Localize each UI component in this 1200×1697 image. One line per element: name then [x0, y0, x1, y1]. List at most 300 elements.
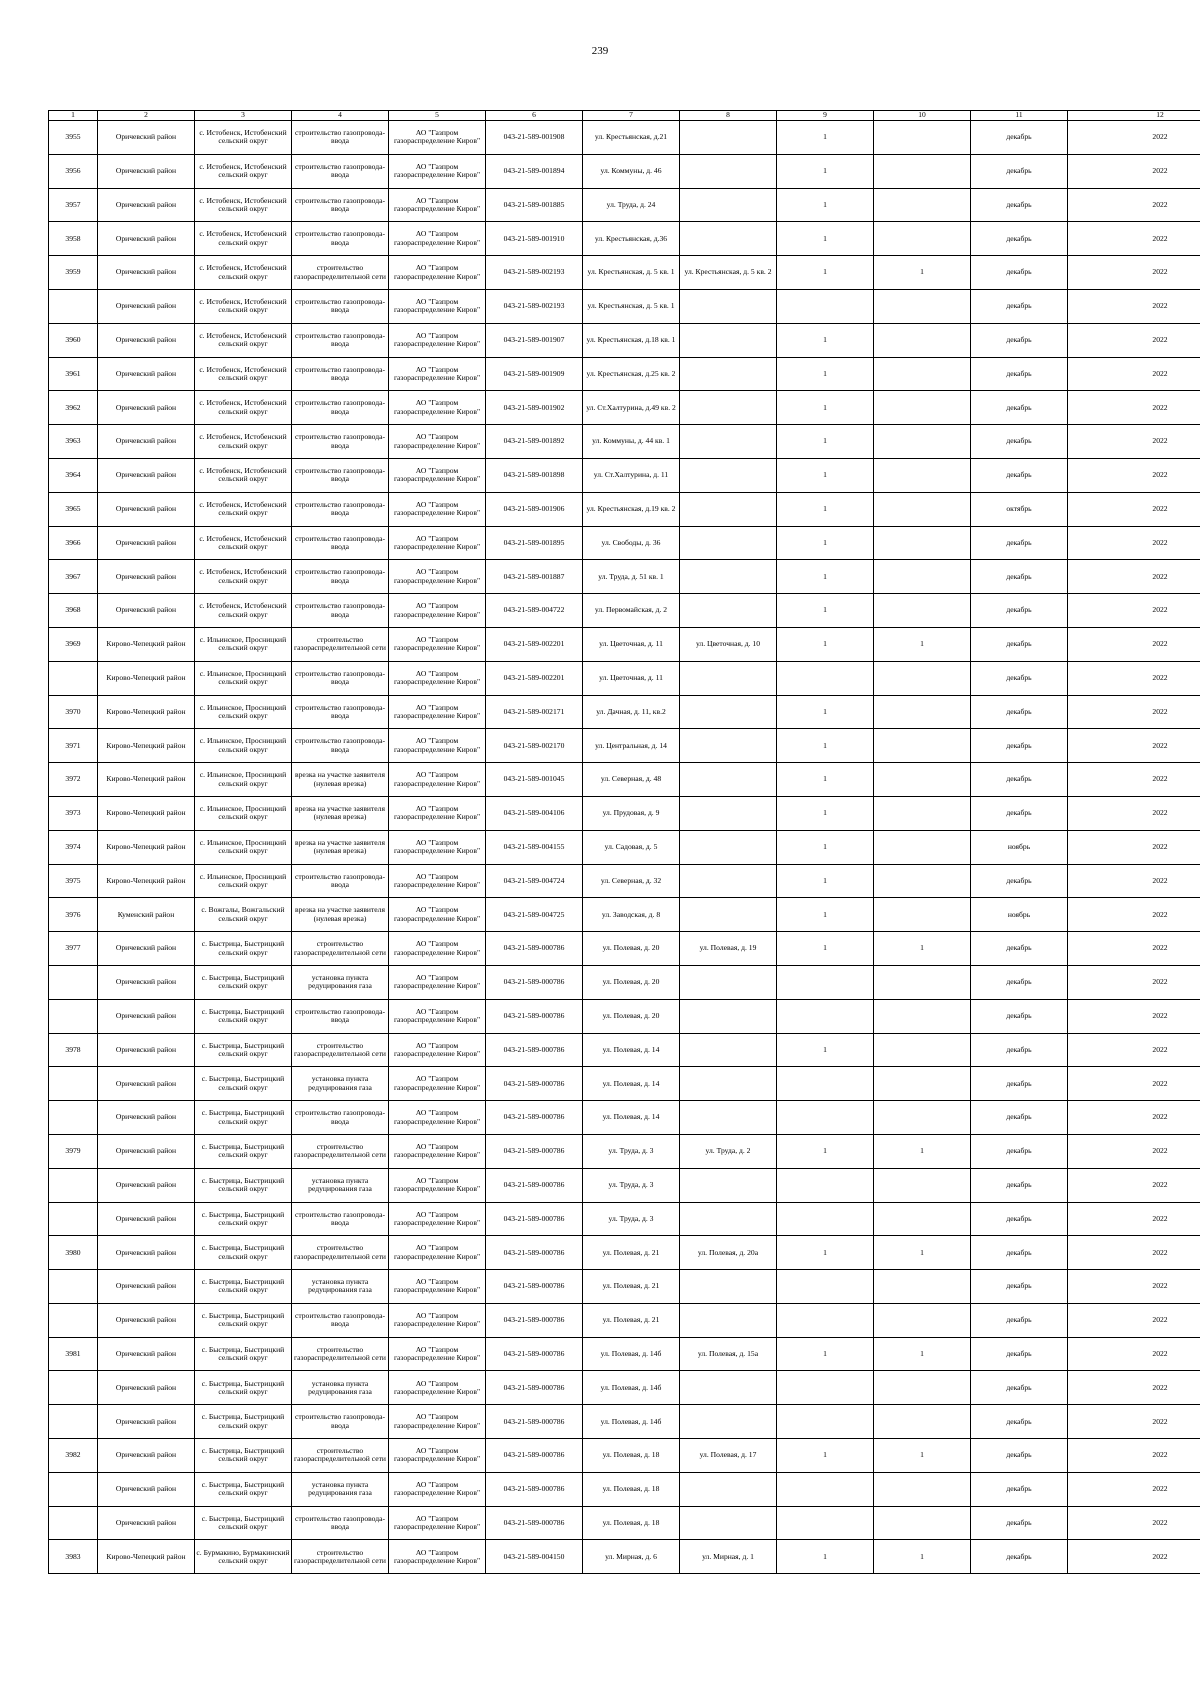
cell-text: АО "Газпром газораспределение Киров" [393, 230, 481, 247]
cell-text: строительство газопровода-ввода [294, 568, 386, 585]
table-cell [389, 1405, 486, 1439]
cell-text: 2022 [1152, 1214, 1168, 1223]
table-cell [486, 1472, 583, 1506]
table-cell [98, 1540, 195, 1574]
cell-text: АО "Газпром газораспределение Киров" [393, 568, 481, 585]
table-cell [49, 154, 98, 188]
cell-text: 043-21-589-001906 [503, 505, 565, 514]
cell-text: 1 [920, 1248, 924, 1257]
table-cell [486, 1134, 583, 1168]
table-cell [49, 1472, 98, 1506]
table-cell [389, 1067, 486, 1101]
table-cell [195, 1270, 292, 1304]
table-cell [583, 425, 680, 459]
table-cell [583, 222, 680, 256]
table-cell [486, 323, 583, 357]
cell-text: ул. Труда, д. 3 [608, 1147, 654, 1156]
table-cell [680, 188, 777, 222]
table-cell [195, 864, 292, 898]
table-row [49, 1067, 1200, 1101]
table-cell [777, 1540, 874, 1574]
table-cell [680, 864, 777, 898]
table-cell [98, 999, 195, 1033]
table-cell [583, 1202, 680, 1236]
table-cell [195, 188, 292, 222]
table-row [49, 1134, 1200, 1168]
table-cell [874, 796, 971, 830]
table-cell [971, 1270, 1068, 1304]
cell-text: декабрь [1006, 1518, 1032, 1527]
cell-text: 043-21-589-000786 [503, 1349, 565, 1358]
cell-text: 1 [823, 471, 827, 480]
cell-text: декабрь [1006, 1282, 1032, 1291]
table-cell [971, 594, 1068, 628]
table-cell [971, 391, 1068, 425]
table-cell [98, 1506, 195, 1540]
cell-text: АО "Газпром газораспределение Киров" [393, 1075, 481, 1092]
table-cell [971, 864, 1068, 898]
table-cell [583, 1101, 680, 1135]
cell-text: ул. Первомайская, д. 2 [594, 606, 668, 615]
cell-text: 2022 [1152, 167, 1168, 176]
cell-text: 2022 [1152, 1417, 1168, 1426]
cell-text: строительство газораспределительной сети [294, 1345, 386, 1363]
table-cell [777, 391, 874, 425]
table-cell [98, 492, 195, 526]
table-cell [292, 1303, 389, 1337]
cell-text: 043-21-589-000786 [503, 1282, 565, 1291]
table-cell [874, 1168, 971, 1202]
table-cell [1068, 1405, 1200, 1439]
cell-text: 1 [823, 741, 827, 750]
table-cell [486, 965, 583, 999]
cell-text: Кирово-Чепецкий район [106, 741, 186, 750]
table-cell [777, 222, 874, 256]
cell-text: установка пункта редуцирования газа [308, 974, 372, 991]
table-cell [195, 1134, 292, 1168]
cell-text: ул. Цветочная, д. 10 [695, 640, 761, 649]
table-cell [874, 1303, 971, 1337]
table-cell [583, 1405, 680, 1439]
table-cell [195, 1472, 292, 1506]
table-cell [583, 1371, 680, 1405]
table-cell [971, 458, 1068, 492]
table-cell [1068, 1236, 1200, 1270]
cell-text: АО "Газпром газораспределение Киров" [393, 602, 481, 619]
cell-text: ул. Центральная, д. 14 [595, 741, 667, 750]
table-cell [292, 256, 389, 290]
cell-text: Оричевский район [115, 572, 177, 581]
table-cell [583, 188, 680, 222]
table-cell [971, 1540, 1068, 1574]
column-header: 4 [292, 111, 389, 121]
cell-text: АО "Газпром газораспределение Киров" [393, 500, 481, 518]
table-cell [874, 492, 971, 526]
cell-text: с. Истобенск, Истобенский сельский округ [199, 331, 287, 349]
table-cell [195, 1337, 292, 1371]
cell-text: строительство газопровода-ввода [294, 1514, 386, 1532]
table-cell [1068, 526, 1200, 560]
table-cell [49, 1101, 98, 1135]
cell-text: ул. Труда, д. 24 [606, 200, 656, 209]
table-cell [195, 729, 292, 763]
cell-text: 1 [823, 336, 827, 345]
cell-text: ул. Полевая, д. 20а [697, 1248, 759, 1257]
table-cell [874, 391, 971, 425]
table-cell [874, 661, 971, 695]
cell-text: строительство газопровода-ввода [294, 162, 386, 180]
cell-text: 2022 [1152, 1282, 1168, 1291]
table-cell [874, 256, 971, 290]
cell-text: строительство газопровода-ввода [294, 1311, 386, 1329]
table-row [49, 154, 1200, 188]
cell-text: Кирово-Чепецкий район [106, 640, 186, 649]
cell-text: декабрь [1006, 403, 1032, 412]
table-cell [49, 898, 98, 932]
table-cell [1068, 1371, 1200, 1405]
column-header: 7 [583, 111, 680, 121]
table-cell [49, 1405, 98, 1439]
table-cell [195, 1168, 292, 1202]
cell-text: с. Быстрица, Быстрицкий сельский округ [201, 1514, 285, 1532]
cell-text: декабрь [1006, 538, 1032, 547]
cell-text: 3979 [65, 1147, 81, 1156]
cell-text: ул. Крестьянская, д. 5 кв. 1 [587, 268, 675, 277]
table-cell [971, 357, 1068, 391]
cell-text: с. Ильинское, Просницкий сельский округ [199, 838, 287, 856]
table-row [49, 492, 1200, 526]
table-cell [98, 458, 195, 492]
table-cell [971, 1101, 1068, 1135]
cell-text: 043-21-589-001907 [503, 336, 565, 345]
cell-text: 3973 [65, 809, 81, 818]
table-cell [195, 1371, 292, 1405]
table-body [49, 121, 1200, 1574]
table-cell [49, 1270, 98, 1304]
table-cell [874, 1067, 971, 1101]
cell-text: Кирово-Чепецкий район [106, 842, 186, 851]
table-cell [874, 1270, 971, 1304]
cell-text: строительство газопровода-ввода [294, 129, 386, 146]
table-cell [777, 1236, 874, 1270]
cell-text: Кирово-Чепецкий район [106, 674, 186, 682]
cell-text: декабрь [1006, 234, 1032, 243]
table-cell [49, 965, 98, 999]
table-cell [583, 729, 680, 763]
cell-text: Оричевский район [115, 978, 177, 987]
cell-text: АО "Газпром газораспределение Киров" [393, 1345, 481, 1363]
table-cell [680, 830, 777, 864]
table-cell [680, 1405, 777, 1439]
cell-text: с. Ильинское, Просницкий сельский округ [199, 636, 287, 653]
table-cell [486, 1540, 583, 1574]
cell-text: АО "Газпром газораспределение Киров" [393, 636, 481, 653]
cell-text: 3968 [65, 606, 81, 615]
table-cell [49, 695, 98, 729]
cell-text: декабрь [1006, 268, 1032, 277]
cell-text: 2022 [1152, 1552, 1168, 1561]
table-cell [292, 594, 389, 628]
table-cell [777, 425, 874, 459]
cell-text: декабрь [1006, 302, 1032, 311]
cell-text: строительство газопровода-ввода [294, 433, 386, 450]
cell-text: декабрь [1006, 1552, 1032, 1561]
cell-text: декабрь [1006, 167, 1032, 176]
table-cell [486, 154, 583, 188]
cell-text: ул. Крестьянская, д.19 кв. 2 [586, 505, 676, 514]
cell-text: 2022 [1152, 1011, 1168, 1020]
table-cell [874, 627, 971, 661]
cell-text: декабрь [1006, 978, 1032, 987]
table-cell [583, 526, 680, 560]
table-cell [971, 796, 1068, 830]
table-cell [971, 1405, 1068, 1439]
table-cell [389, 729, 486, 763]
table-cell [874, 1506, 971, 1540]
table-cell [971, 1168, 1068, 1202]
cell-text: Оричевский район [115, 1180, 177, 1189]
cell-text: ул. Труда, д. 3 [608, 1180, 654, 1189]
cell-text: ул. Полевая, д. 21 [602, 1282, 660, 1291]
table-cell [583, 1067, 680, 1101]
cell-text: 043-21-589-000786 [503, 944, 565, 953]
table-row [49, 1101, 1200, 1135]
cell-text: 2022 [1152, 437, 1168, 446]
table-row [49, 323, 1200, 357]
table-cell [389, 1168, 486, 1202]
table-cell [971, 695, 1068, 729]
table-cell [292, 796, 389, 830]
table-cell [874, 932, 971, 966]
table-cell [292, 1439, 389, 1473]
cell-text: строительство газопровода-ввода [294, 534, 386, 551]
table-cell [971, 729, 1068, 763]
cell-text: ул. Крестьянская, д.21 [594, 133, 668, 142]
table-cell [389, 526, 486, 560]
cell-text: 1 [823, 234, 827, 243]
table-cell [195, 1540, 292, 1574]
cell-text: строительство газопровода-ввода [294, 196, 386, 213]
cell-text: с. Истобенск, Истобенский сельский округ [199, 365, 287, 382]
table-cell [389, 1134, 486, 1168]
cell-text: с. Быстрица, Быстрицкий сельский округ [201, 1041, 285, 1058]
column-header: 1 [49, 111, 98, 121]
table-cell [389, 898, 486, 932]
cell-text: строительство газопровода-ввода [294, 500, 386, 518]
table-cell [195, 999, 292, 1033]
table-cell [195, 965, 292, 999]
cell-text: Оричевский район [115, 1079, 177, 1088]
table-cell [292, 695, 389, 729]
cell-text: ноябрь [1007, 842, 1031, 851]
table-cell [49, 391, 98, 425]
table-cell [583, 796, 680, 830]
table-cell [195, 1506, 292, 1540]
table-cell [486, 1506, 583, 1540]
cell-text: строительство газораспределительной сети [294, 1548, 386, 1565]
cell-text: строительство газораспределительной сети [294, 1143, 386, 1160]
cell-text: АО "Газпром газораспределение Киров" [393, 264, 481, 281]
table-cell [777, 323, 874, 357]
table-cell [98, 222, 195, 256]
table-row [49, 1337, 1200, 1371]
table-cell [389, 627, 486, 661]
cell-text: АО "Газпром газораспределение Киров" [393, 940, 481, 957]
table-cell [389, 796, 486, 830]
table-cell [874, 1439, 971, 1473]
cell-text: АО "Газпром газораспределение Киров" [393, 365, 481, 382]
cell-text: ул. Цветочная, д. 11 [599, 640, 663, 649]
cell-text: ул. Труда, д. 2 [705, 1147, 751, 1156]
table-cell [49, 1134, 98, 1168]
table-cell [49, 1439, 98, 1473]
table-cell [389, 1303, 486, 1337]
table-cell [98, 1405, 195, 1439]
table-cell [583, 121, 680, 155]
cell-text: строительство газопровода-ввода [294, 703, 386, 720]
cell-text: 043-21-589-000786 [503, 1316, 565, 1325]
table-cell [195, 796, 292, 830]
cell-text: ул. Полевая, д. 19 [699, 944, 757, 953]
table-cell [389, 1337, 486, 1371]
table-cell [486, 763, 583, 797]
cell-text: 2022 [1152, 876, 1168, 885]
table-cell [874, 965, 971, 999]
cell-text: 1 [823, 1147, 827, 1156]
cell-text: 043-21-589-000786 [503, 1518, 565, 1527]
table-cell [971, 256, 1068, 290]
cell-text: АО "Газпром газораспределение Киров" [393, 1447, 481, 1464]
table-cell [195, 1236, 292, 1270]
table-cell [292, 391, 389, 425]
cell-text: строительство газораспределительной сети [294, 940, 386, 957]
cell-text: АО "Газпром газораспределение Киров" [393, 805, 481, 822]
table-cell [1068, 1472, 1200, 1506]
cell-text: декабрь [1006, 707, 1032, 716]
cell-text: АО "Газпром газораспределение Киров" [393, 399, 481, 416]
cell-text: декабрь [1006, 1011, 1032, 1020]
cell-text: строительство газопровода-ввода [294, 298, 386, 315]
table-cell [971, 492, 1068, 526]
cell-text: АО "Газпром газораспределение Киров" [393, 196, 481, 213]
header-row [49, 111, 1200, 121]
table-cell [1068, 796, 1200, 830]
cell-text: строительство газопровода-ввода [294, 230, 386, 247]
table-cell [486, 1033, 583, 1067]
table-cell [971, 661, 1068, 695]
table-cell [583, 357, 680, 391]
cell-text: АО "Газпром газораспределение Киров" [393, 974, 481, 991]
table-cell [292, 289, 389, 323]
table-row [49, 932, 1200, 966]
table-cell [486, 1337, 583, 1371]
table-cell [486, 661, 583, 695]
column-header: 11 [971, 111, 1068, 121]
cell-text: 1 [823, 268, 827, 277]
table-cell [777, 1168, 874, 1202]
table-cell [1068, 1202, 1200, 1236]
table-cell [583, 763, 680, 797]
table-cell [98, 661, 195, 695]
data-table [48, 110, 1200, 1574]
cell-text: с. Ильинское, Просницкий сельский округ [199, 737, 287, 754]
cell-text: 043-21-589-001909 [503, 369, 565, 378]
table-cell [389, 1202, 486, 1236]
cell-text: 1 [823, 1349, 827, 1358]
table-cell [971, 1303, 1068, 1337]
cell-text: установка пункта редуцирования газа [308, 1176, 372, 1194]
table-cell [583, 898, 680, 932]
table-cell [98, 627, 195, 661]
cell-text: 3970 [65, 707, 81, 716]
table-cell [49, 830, 98, 864]
cell-text: с. Быстрица, Быстрицкий сельский округ [201, 1278, 285, 1295]
table-cell [486, 425, 583, 459]
cell-text: 3971 [65, 741, 81, 750]
table-cell [583, 1236, 680, 1270]
table-cell [389, 458, 486, 492]
cell-text: врезка на участке заявителя (нулевая врезка) [295, 838, 385, 856]
table-cell [49, 425, 98, 459]
table-cell [971, 526, 1068, 560]
table-row [49, 1033, 1200, 1067]
table-cell [195, 627, 292, 661]
cell-text: Оричевский район [115, 1518, 177, 1527]
table-cell [49, 1540, 98, 1574]
table-cell [486, 289, 583, 323]
table-cell [680, 1202, 777, 1236]
cell-text: декабрь [1006, 1485, 1032, 1494]
cell-text: АО "Газпром газораспределение Киров" [393, 1311, 481, 1329]
cell-text: 1 [823, 1552, 827, 1561]
cell-text: октябрь [1006, 505, 1032, 514]
cell-text: 3957 [65, 200, 81, 209]
cell-text: 1 [823, 606, 827, 615]
cell-text: 3982 [65, 1451, 81, 1460]
table-cell [389, 1472, 486, 1506]
table-cell [98, 763, 195, 797]
cell-text: 1 [823, 505, 827, 514]
cell-text: Оричевский район [115, 336, 177, 345]
cell-text: ул. Мирная, д. 1 [702, 1552, 754, 1561]
table-cell [389, 154, 486, 188]
table-cell [98, 560, 195, 594]
cell-text: 3977 [65, 944, 81, 953]
table-cell [583, 1337, 680, 1371]
table-cell [292, 1236, 389, 1270]
table-row [49, 729, 1200, 763]
table-cell [195, 661, 292, 695]
cell-text: 3964 [65, 471, 81, 480]
table-cell [98, 526, 195, 560]
cell-text: 1 [823, 133, 827, 142]
cell-text: 1 [920, 640, 924, 649]
table-cell [1068, 965, 1200, 999]
cell-text: ул. Полевая, д. 17 [699, 1451, 757, 1460]
table-cell [292, 898, 389, 932]
table-cell [874, 1236, 971, 1270]
cell-text: с. Ильинское, Просницкий сельский округ [199, 669, 287, 687]
cell-text: 3965 [65, 505, 81, 514]
cell-text: 043-21-589-000786 [503, 1214, 565, 1223]
cell-text: установка пункта редуцирования газа [308, 1379, 372, 1396]
table-cell [1068, 1134, 1200, 1168]
table-cell [49, 492, 98, 526]
cell-text: строительство газопровода-ввода [294, 1413, 386, 1430]
cell-text: врезка на участке заявителя (нулевая врезка) [295, 906, 385, 923]
cell-text: 1 [823, 437, 827, 446]
cell-text: строительство газопровода-ввода [294, 467, 386, 484]
